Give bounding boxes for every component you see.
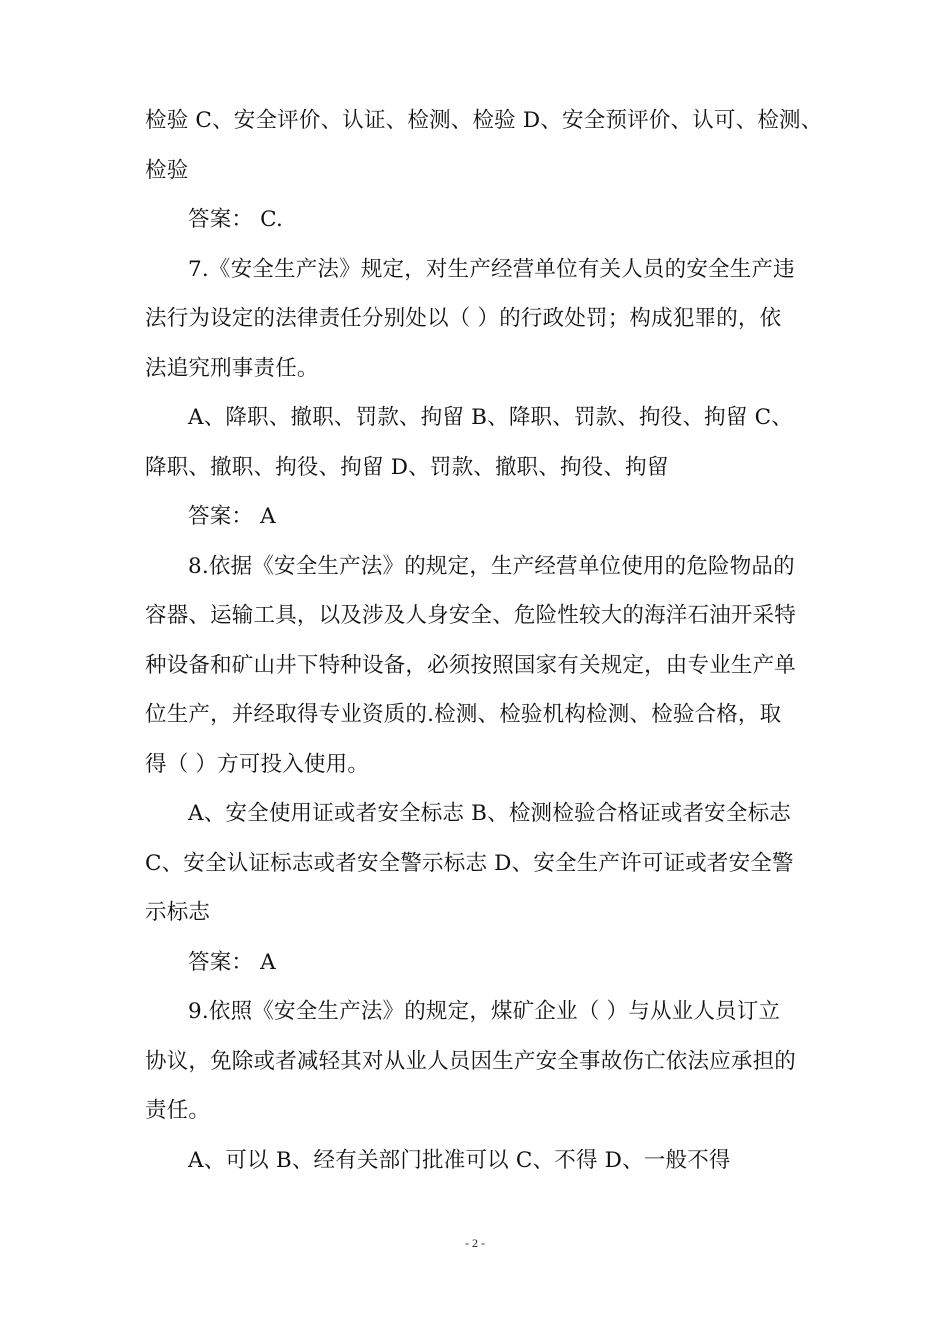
- answer-text: 答案： C.: [188, 207, 284, 232]
- text-line: 检验 C、安全评价、认证、检测、检验 D、安全预评价、认可、检测、: [145, 108, 823, 133]
- text-line: 检验: [145, 157, 189, 183]
- options-9: [145, 1136, 815, 1186]
- text-line: 容器、运输工具，以及涉及人身安全、危险性较大的海洋石油开采特: [145, 603, 797, 628]
- text-line: A、降职、撤职、罚款、拘留 B、降职、罚款、拘役、拘留 C、: [188, 405, 793, 430]
- text-line: A、可以 B、经有关部门批准可以 C、不得 D、一般不得: [188, 1147, 731, 1173]
- paragraph-options-6-continued: [145, 96, 823, 195]
- answer-text: 答案： A: [188, 504, 276, 529]
- text-line: 示标志: [145, 900, 211, 925]
- text-line: C、安全认证标志或者安全警示标志 D、安全生产许可证或者安全警: [145, 850, 794, 876]
- text-line: 法行为设定的法律责任分别处以（ ）的行政处罚；构成犯罪的，依: [145, 306, 782, 331]
- text-line: 位生产，并经取得专业资质的.检测、检验机构检测、检验合格，取: [145, 702, 782, 727]
- text-line: 9.依照《安全生产法》的规定，煤矿企业（ ）与从业人员订立: [188, 999, 781, 1024]
- page-number: - 2 -: [465, 1236, 485, 1250]
- options-8: [145, 789, 815, 938]
- options-7: [145, 393, 815, 492]
- answer-text: 答案： A: [188, 949, 276, 975]
- text-line: 法追究刑事责任。: [145, 355, 319, 381]
- answer-7: [145, 492, 815, 542]
- text-line: 7.《安全生产法》规定，对生产经营单位有关人员的安全生产违: [188, 256, 795, 282]
- question-7: [145, 245, 815, 394]
- answer-8: [145, 938, 815, 988]
- text-line: 责任。: [145, 1098, 211, 1123]
- answer-6: [145, 195, 815, 245]
- document-body: [145, 96, 823, 1185]
- text-line: A、安全使用证或者安全标志 B、检测检验合格证或者安全标志: [188, 801, 791, 826]
- text-line: 种设备和矿山井下特种设备，必须按照国家有关规定，由专业生产单: [145, 652, 797, 678]
- text-line: 得（ ）方可投入使用。: [145, 751, 370, 777]
- text-line: 协议，免除或者减轻其对从业人员因生产安全事故伤亡依法应承担的: [145, 1048, 797, 1074]
- text-line: 降职、撤职、拘役、拘留 D、罚款、撤职、拘役、拘留: [145, 454, 669, 480]
- question-9: [145, 987, 815, 1136]
- question-8: [145, 542, 815, 790]
- text-line: 8.依据《安全生产法》的规定，生产经营单位使用的危险物品的: [188, 553, 795, 579]
